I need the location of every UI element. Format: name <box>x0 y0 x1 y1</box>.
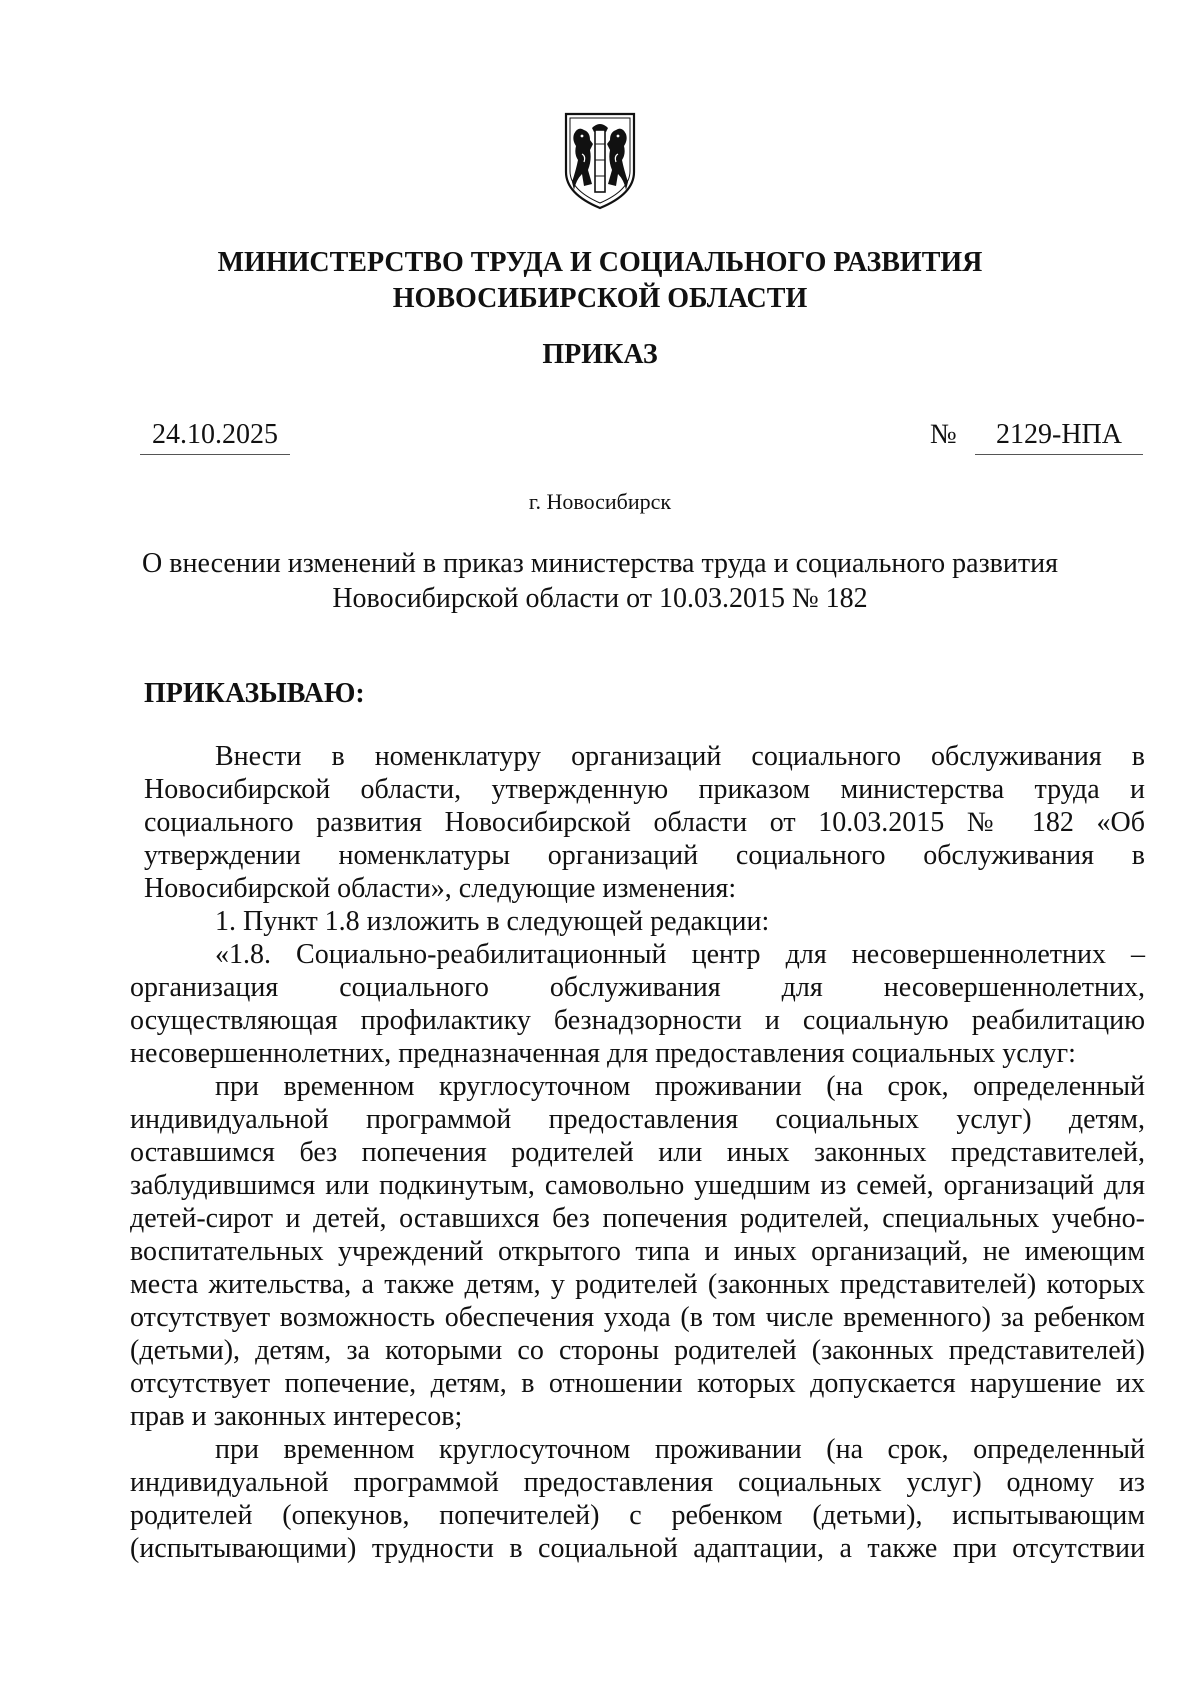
order-number: 2129-НПА <box>975 418 1143 455</box>
order-subject-line-1: О внесении изменений в приказ министерства труда и социального развития <box>142 548 1058 579</box>
body-line: при временном круглосуточном проживании (на срок, определенный <box>215 1434 1145 1465</box>
body-line: воспитательных учреждений открытого типа и иных организаций, не имеющим <box>130 1236 1145 1267</box>
body-line: индивидуальной программой предоставления социальных услуг) одному из <box>130 1467 1145 1498</box>
body-line: Новосибирской области», следующие изменения: <box>144 873 737 904</box>
ministry-title-line-1: МИНИСТЕРСТВО ТРУДА И СОЦИАЛЬНОГО РАЗВИТИЯ <box>217 247 983 278</box>
body-line: заблудившимся или подкинутым, самовольно ушедшим из семей, организаций для <box>130 1170 1145 1201</box>
body-line: отсутствует попечение, детям, в отношении которых допускается нарушение их <box>130 1368 1145 1399</box>
coat-of-arms-icon <box>560 110 640 210</box>
body-line: Новосибирской области, утвержденную приказом министерства труда и <box>144 774 1145 805</box>
body-line: «1.8. Социально-реабилитационный центр для несовершеннолетних – <box>215 939 1145 970</box>
body-line: утверждении номенклатуры организаций социального обслуживания в <box>144 840 1145 871</box>
body-line: (детьми), детям, за которыми со стороны родителей (законных представителей) <box>130 1335 1145 1366</box>
decree-heading: ПРИКАЗЫВАЮ: <box>144 678 365 709</box>
number-sign: № <box>930 419 957 450</box>
order-date: 24.10.2025 <box>140 418 290 455</box>
body-line: прав и законных интересов; <box>130 1401 463 1432</box>
order-subject <box>0 546 1200 616</box>
order-heading: ПРИКАЗ <box>542 339 658 370</box>
ministry-title-line-2: НОВОСИБИРСКОЙ ОБЛАСТИ <box>392 283 808 314</box>
ministry-title <box>0 245 1200 317</box>
body-line: отсутствует возможность обеспечения ухода (в том числе временного) за ребенком <box>130 1302 1145 1333</box>
order-subject-line-2: Новосибирской области от 10.03.2015 № 182 <box>332 583 868 614</box>
body-line: осуществляющая профилактику безнадзорности и социальную реабилитацию <box>130 1005 1145 1036</box>
body-line: организация социального обслуживания для несовершеннолетних, <box>130 972 1145 1003</box>
body-line: (испытывающими) трудности в социальной адаптации, а также при отсутствии <box>130 1533 1145 1564</box>
body-line: при временном круглосуточном проживании (на срок, определенный <box>215 1071 1145 1102</box>
body-line: 1. Пункт 1.8 изложить в следующей редакции: <box>215 906 770 937</box>
body-line: оставшимся без попечения родителей или иных законных представителей, <box>130 1137 1145 1168</box>
city: г. Новосибирск <box>528 489 672 514</box>
body-line: несовершеннолетних, предназначенная для предоставления социальных услуг: <box>130 1038 1076 1069</box>
body-line: Внести в номенклатуру организаций социального обслуживания в <box>215 741 1145 772</box>
body-line: социального развития Новосибирской области от 10.03.2015 № 182 «Об <box>144 807 1145 838</box>
body-line: места жительства, а также детям, у родителей (законных представителей) которых <box>130 1269 1145 1300</box>
body-line: родителей (опекунов, попечителей) с ребенком (детьми), испытывающим <box>130 1500 1145 1531</box>
body-line: индивидуальной программой предоставления социальных услуг) детям, <box>130 1104 1145 1135</box>
body-line: детей-сирот и детей, оставшихся без попечения родителей, специальных учебно- <box>130 1203 1145 1234</box>
